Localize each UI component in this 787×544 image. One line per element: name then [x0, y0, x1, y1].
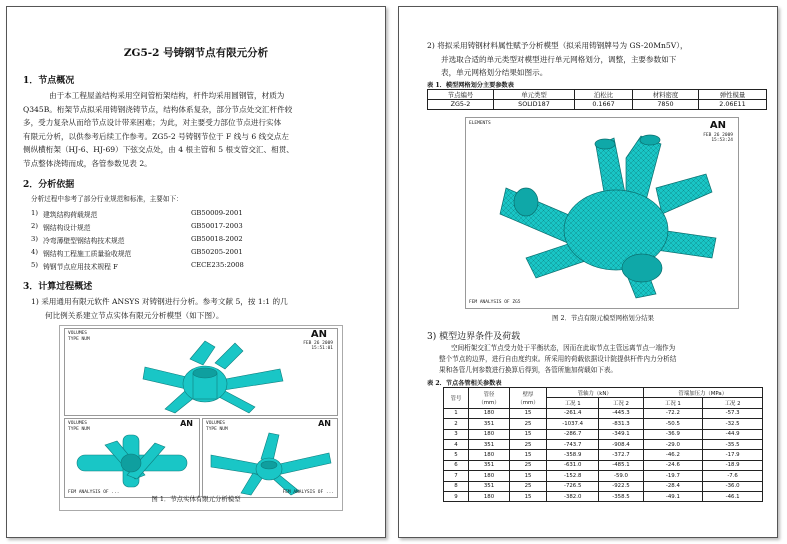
ansys-logo: AN: [310, 329, 327, 340]
ansys-logo: AN: [709, 120, 726, 131]
table-cell: -24.6: [643, 460, 703, 470]
standard-item: 4) 钢结构工程施工质量验收规范 GB50205-2001: [31, 248, 243, 258]
mesh-figure: ELEMENTS AN FEB 26 2009 15:53:24 FEM ANALYSIS OF ZG5: [465, 117, 739, 309]
table-cell: 7: [444, 471, 469, 481]
table-cell: -485.1: [599, 460, 643, 470]
table-2-caption: 表 2．节点各管相关参数表: [427, 380, 502, 387]
mesh-parameters-table: [427, 89, 767, 110]
table-cell: -36.9: [643, 429, 703, 439]
model-panel-bottom-right: VOLUMES TYPE NUM AN FEM ANALYSIS OF ...: [202, 418, 338, 498]
table-cell: -152.8: [547, 471, 599, 481]
boundary-line: 空间桁架交汇节点受力处于平衡状态，因而在此取节点主管远离节点一端作为: [451, 344, 676, 352]
overview-line: 侧纵横桁架（HJ-6、HJ-69）下弦交点处，由 4 根主管和 5 根支管交汇、相贯、: [23, 145, 294, 155]
table-cell: 15: [510, 491, 547, 501]
process-line: 1) 采用通用有限元软件 ANSYS 对铸钢进行分析。参考文献 5，按 1:1 的几: [31, 297, 288, 306]
ansys-logo: AN: [318, 419, 331, 428]
table-row: ZG5-2 SOLID187 0.1667 7850 2.06E11: [428, 100, 767, 110]
table-cell: -743.7: [547, 439, 599, 449]
section-heading-boundary: 3) 模型边界条件及荷载: [427, 332, 521, 342]
boundary-paragraph: [439, 343, 769, 377]
table-row: [444, 429, 763, 439]
table-cell: -831.3: [599, 419, 643, 429]
table-cell: 25: [510, 419, 547, 429]
overview-line: 节点整体浇铸而成，各管参数见表 2。: [23, 158, 152, 168]
node-model-drawing: [203, 419, 337, 497]
table-cell: -46.1: [703, 491, 763, 501]
meshing-line: 并选取合适的单元类型对模型进行单元网格划分，调整，主要参数如下: [441, 54, 677, 64]
table-cell: -44.9: [703, 429, 763, 439]
node-model-drawing: [65, 419, 199, 497]
page-title: ZG5-2 号铸钢节点有限元分析: [123, 47, 269, 59]
table-cell: -372.7: [599, 450, 643, 460]
table-cell: 25: [510, 439, 547, 449]
table-cell: -908.4: [599, 439, 643, 449]
process-paragraph: [31, 295, 373, 322]
table-cell: -17.9: [703, 450, 763, 460]
standard-item: 1) 建筑结构荷载规范 GB50009-2001: [31, 209, 243, 219]
table-cell: -445.3: [599, 408, 643, 418]
table-cell: -49.1: [643, 491, 703, 501]
meshing-paragraph: [427, 39, 767, 80]
process-line: 何比例关系建立节点实体有限元分析模型（如下图）。: [45, 310, 224, 320]
table-header-row: 管号 管径 （mm） 壁厚 （mm） 管轴力（kN） 管端加压力（MPa）: [444, 388, 763, 398]
table-cell: 25: [510, 481, 547, 491]
right-page: [398, 6, 778, 538]
figure-1: [59, 325, 343, 511]
table-row: [444, 419, 763, 429]
boundary-line: 果和各管几何参数进行换算后得到，各管所施加荷载如下表。: [439, 366, 618, 375]
table-cell: 6: [444, 460, 469, 470]
table-cell: -18.9: [703, 460, 763, 470]
section-heading-basis: 2．分析依据: [23, 180, 75, 190]
table-cell: 180: [469, 429, 510, 439]
table-cell: 1: [444, 408, 469, 418]
table-cell: 25: [510, 460, 547, 470]
meshing-line: 表，单元网格划分结果如图示。: [441, 68, 548, 78]
table-cell: 180: [469, 471, 510, 481]
table-cell: -382.0: [547, 491, 599, 501]
overview-line: 由于本工程屋盖结构采用空间管桁架结构，杆件均采用圆钢管，材质为: [49, 91, 285, 100]
table-cell: 5: [444, 450, 469, 460]
table-cell: -286.7: [547, 429, 599, 439]
table-cell: 15: [510, 450, 547, 460]
table-cell: -36.0: [703, 481, 763, 491]
ansys-logo: AN: [180, 419, 193, 428]
table-cell: -1037.4: [547, 419, 599, 429]
table-cell: -72.2: [643, 408, 703, 418]
table-row: [444, 450, 763, 460]
table-cell: 351: [469, 419, 510, 429]
table-row: [444, 491, 763, 501]
table-cell: -726.5: [547, 481, 599, 491]
table-cell: -7.6: [703, 471, 763, 481]
section-heading-overview: 1．节点概况: [23, 76, 75, 86]
table-row: [444, 439, 763, 449]
table-cell: 351: [469, 439, 510, 449]
table-cell: -35.5: [703, 439, 763, 449]
table-cell: -261.4: [547, 408, 599, 418]
table-cell: -46.2: [643, 450, 703, 460]
table-row: [444, 471, 763, 481]
boundary-line: 整个节点的边界，进行自由度约束。所采用的荷载依据设计院提供杆件内力分析结: [439, 355, 677, 364]
model-panel-bottom-left: VOLUMES TYPE NUM AN FEM ANALYSIS OF ...: [64, 418, 200, 498]
table-cell: 351: [469, 460, 510, 470]
pipe-parameters-table: [443, 387, 763, 502]
figure-1-caption: 图 1．节点实体有限元分析模型: [151, 495, 241, 503]
overview-line: Q345B。桁架节点拟采用铸钢浇铸节点，结构体系复杂，部分节点处交汇杆件较: [23, 104, 293, 114]
table-cell: -29.0: [643, 439, 703, 449]
table-cell: -19.7: [643, 471, 703, 481]
pipe-table-body: [444, 408, 763, 502]
table-cell: -358.5: [599, 491, 643, 501]
figure-2-caption: 图 2．节点有限元模型网格划分结果: [552, 314, 654, 322]
table-cell: -59.0: [599, 471, 643, 481]
table-cell: 9: [444, 491, 469, 501]
table-cell: -57.3: [703, 408, 763, 418]
table-cell: 3: [444, 429, 469, 439]
table-cell: -349.1: [599, 429, 643, 439]
standard-item: 5) 铸钢节点应用技术规程 F CECE235:2008: [31, 261, 244, 271]
table-cell: -358.9: [547, 450, 599, 460]
table-cell: -50.5: [643, 419, 703, 429]
table-cell: 4: [444, 439, 469, 449]
table-row: [444, 408, 763, 418]
section-heading-process: 3．计算过程概述: [23, 282, 93, 292]
overview-line: 多，受力复杂从而给节点设计带来困难；为此，对主要受力部位节点进行实体: [23, 118, 282, 128]
overview-paragraph: [23, 89, 373, 171]
table-1-caption: 表 1．模型网格划分主要参数表: [427, 82, 514, 89]
table-subheader-row: 工况 1 工况 2 工况 1 工况 2: [444, 398, 763, 408]
table-row: [444, 481, 763, 491]
overview-line: 有限元分析，以供参考后续工作参考。ZG5-2 号铸钢节位于 F 线与 6 线交点左: [23, 131, 289, 141]
table-cell: 15: [510, 429, 547, 439]
table-cell: -28.4: [643, 481, 703, 491]
model-panel-top: VOLUMES TYPE NUM AN FEB 26 2009 15:51:01: [64, 328, 338, 416]
table-cell: 180: [469, 491, 510, 501]
meshing-line: 2) 将拟采用铸钢材料属性赋予分析模型（拟采用铸钢牌号为 GS-20Mn5V），: [427, 41, 688, 50]
mesh-drawing: [466, 118, 738, 308]
basis-intro: 分析过程中参考了部分行业规范和标准，主要如下：: [31, 195, 183, 203]
table-cell: 180: [469, 450, 510, 460]
table-cell: -631.0: [547, 460, 599, 470]
table-cell: 8: [444, 481, 469, 491]
standard-item: 3) 冷弯薄壁型钢结构技术规范 GB50018-2002: [31, 235, 243, 245]
table-cell: 351: [469, 481, 510, 491]
left-page: [6, 6, 386, 538]
table-cell: -32.5: [703, 419, 763, 429]
table-cell: 2: [444, 419, 469, 429]
table-cell: -922.5: [599, 481, 643, 491]
table-row: [444, 460, 763, 470]
table-cell: 180: [469, 408, 510, 418]
table-cell: 15: [510, 471, 547, 481]
table-cell: 15: [510, 408, 547, 418]
node-model-drawing: [65, 329, 337, 415]
table-header-row: 节点编号 单元类型 泊松比 材料密度 弹性模量: [428, 90, 767, 100]
standard-item: 2) 钢结构设计规范 GB50017-2003: [31, 222, 243, 232]
